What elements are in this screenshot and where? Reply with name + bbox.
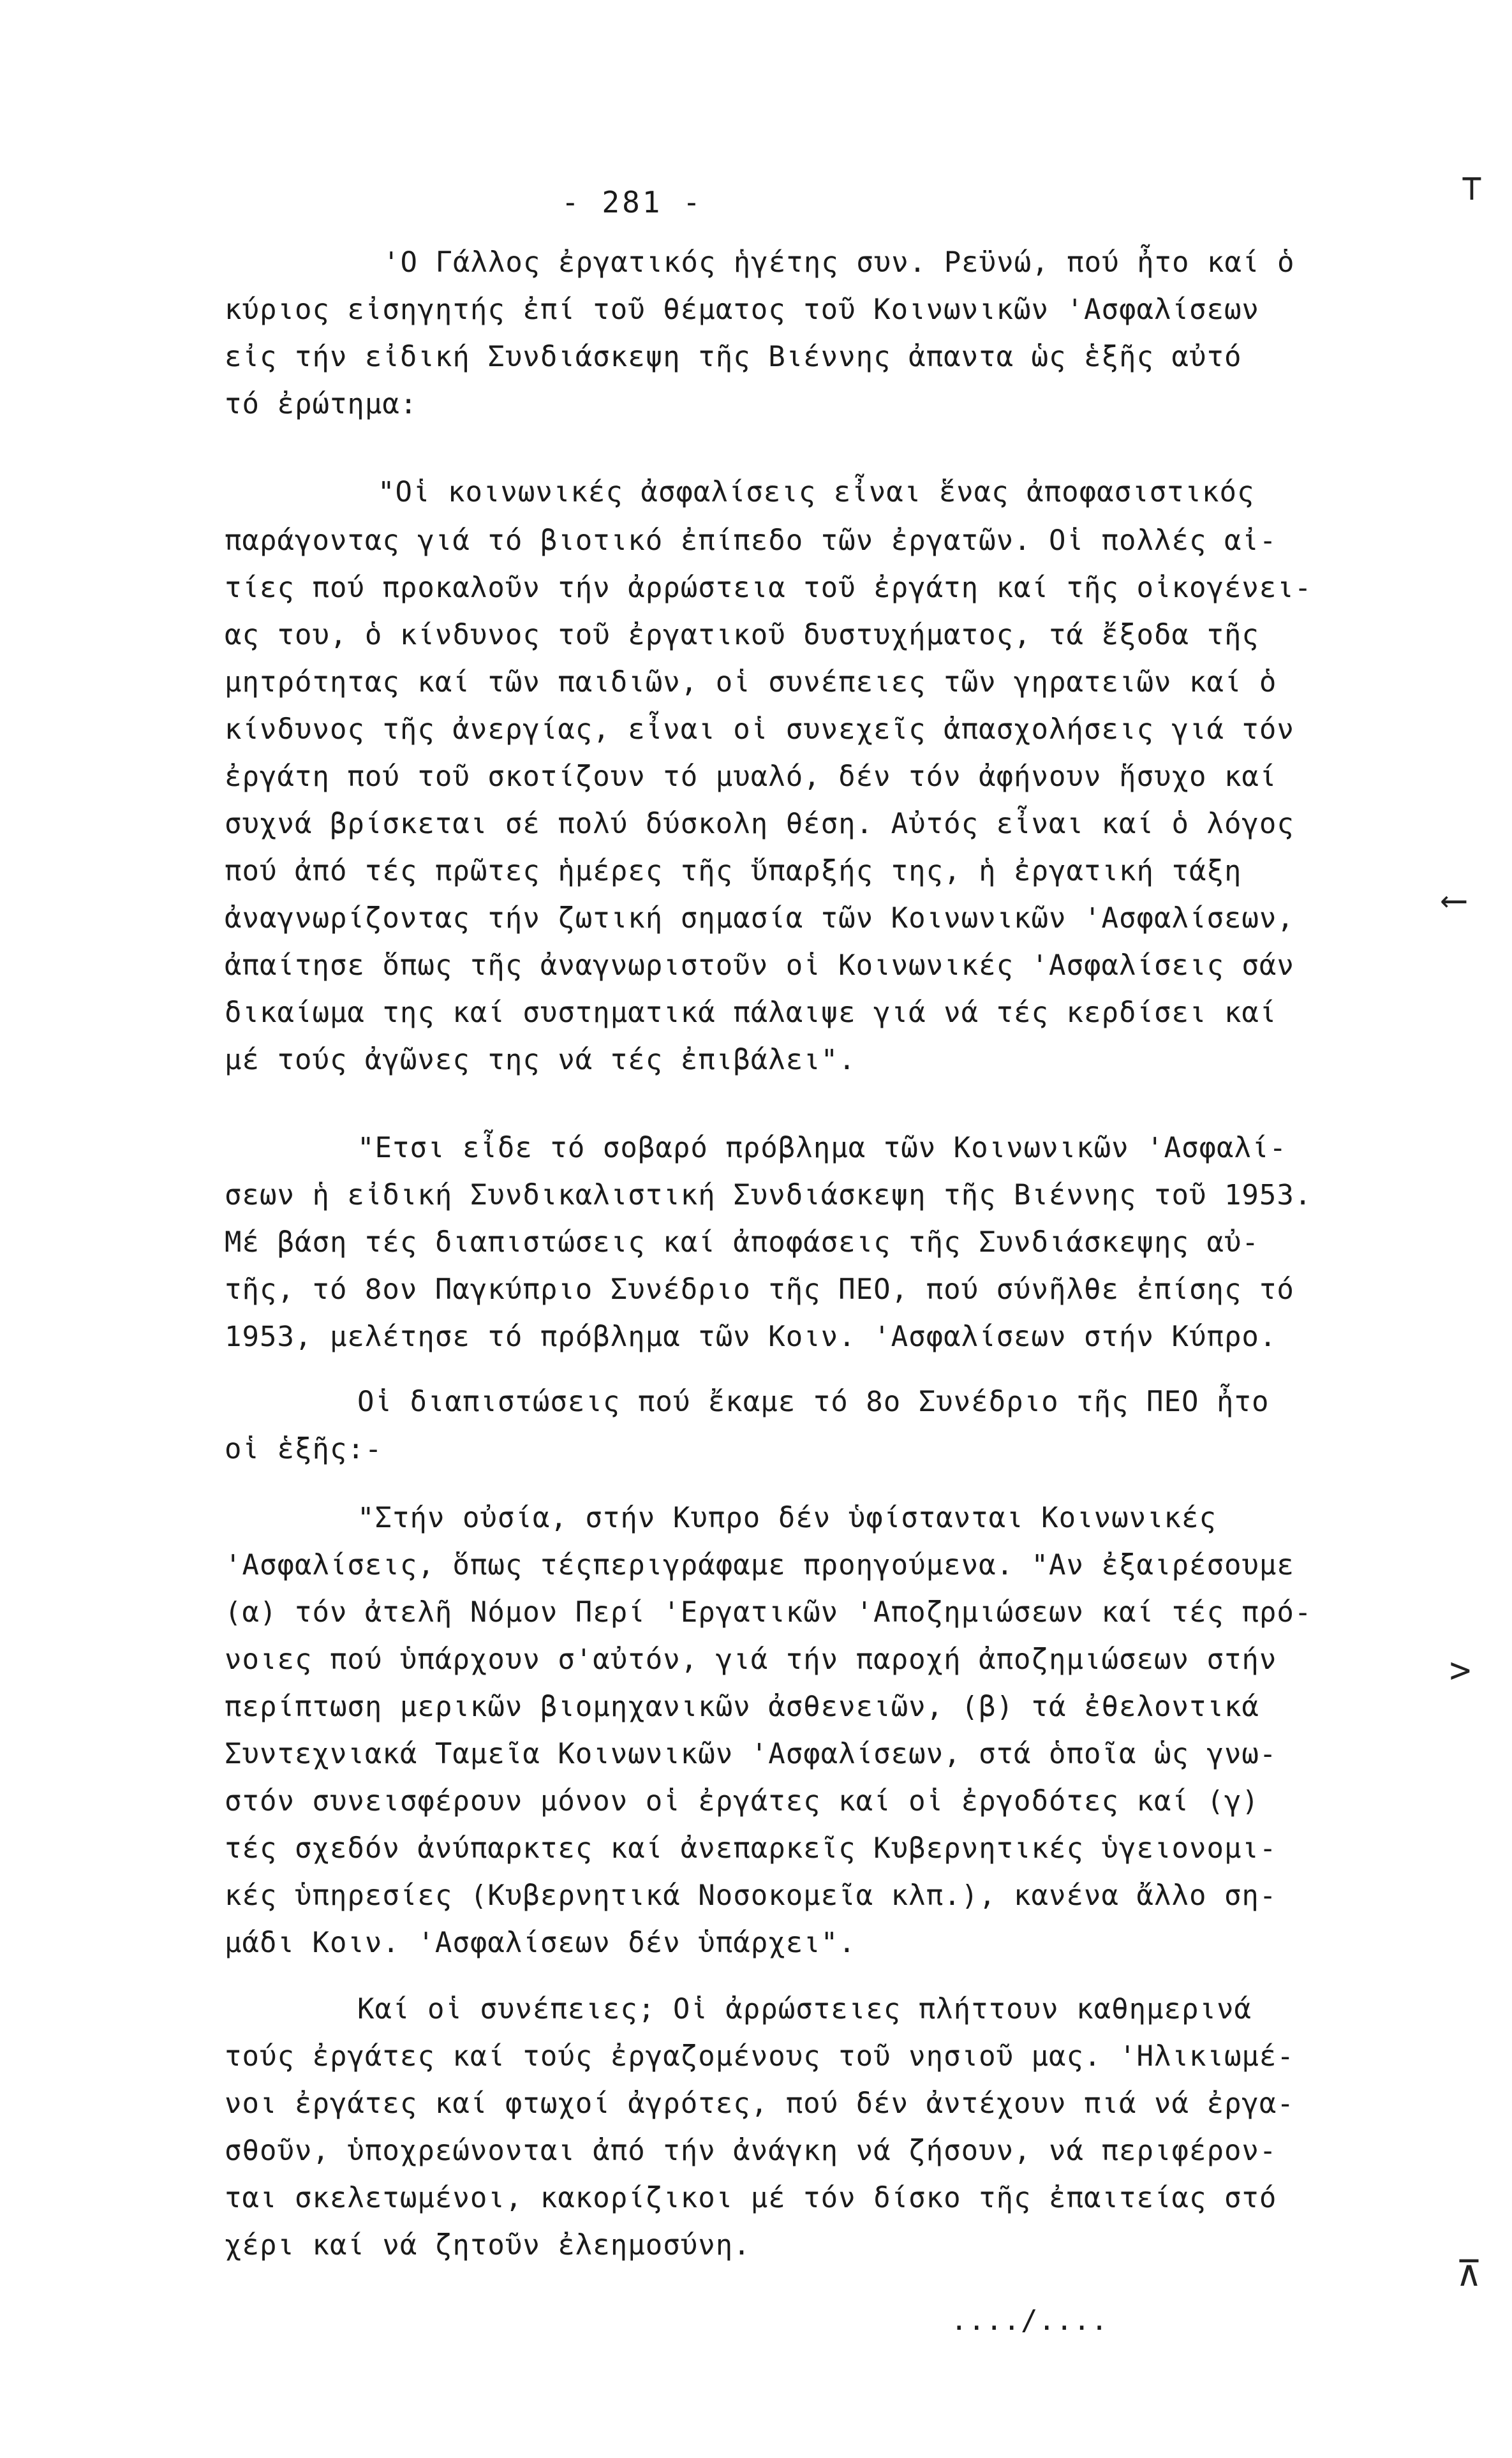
text-line: μητρότητας καί τῶν παιδιῶν, οἱ συνέπειες τῶν γηρατειῶν καί ὁ — [225, 666, 1277, 699]
margin-corner-mark: ⊼ — [1456, 2253, 1482, 2295]
text-line: Μέ βάση τές διαπιστώσεις καί ἀποφάσεις τῆς Συνδιάσκεψης αὐ- — [225, 1226, 1259, 1259]
text-line: οἱ ἑξῆς:- — [225, 1433, 383, 1465]
text-line: χέρι καί νά ζητοῦν ἐλεημοσύνη. — [225, 2229, 751, 2262]
text-line: ἀπαίτησε ὅπως τῆς ἀναγνωριστοῦν οἱ Κοινωνικές 'Ασφαλίσεις σάν — [225, 949, 1294, 982]
text-line: παράγοντας γιά τό βιοτικό ἐπίπεδο τῶν ἐργατῶν. Οἱ πολλές αἰ- — [225, 524, 1277, 557]
margin-angle-mark: > — [1449, 1650, 1471, 1691]
text-line: στόν συνεισφέρουν μόνον οἱ ἐργάτες καί οἱ ἐργοδότες καί (γ) — [225, 1785, 1259, 1818]
text-line: κύριος εἰσηγητής ἐπί τοῦ θέματος τοῦ Κοινωνικῶν 'Ασφαλίσεων — [225, 293, 1259, 326]
text-line: ἐργάτη πού τοῦ σκοτίζουν τό μυαλό, δέν τόν ἀφήνουν ἥσυχο καί — [225, 760, 1277, 793]
text-line: ας του, ὁ κίνδυνος τοῦ ἐργατικοῦ δυστυχήματος, τά ἔξοδα τῆς — [225, 619, 1259, 651]
text-line: νοιες πού ὑπάρχουν σ'αὐτόν, γιά τήν παροχή ἀποζημιώσεων στήν — [225, 1643, 1277, 1676]
text-line: 1953, μελέτησε τό πρόβλημα τῶν Κοιν. 'Ασφαλίσεων στήν Κύπρο. — [225, 1321, 1277, 1353]
text-line: (α) τόν ἀτελῆ Νόμον Περί 'Εργατικῶν 'Αποζημιώσεων καί τές πρό- — [225, 1596, 1312, 1629]
page-number: - 281 - — [561, 185, 703, 219]
text-line: νοι ἐργάτες καί φτωχοί ἀγρότες, πού δέν ἀντέχουν πιά νά ἐργα- — [225, 2087, 1294, 2120]
text-line: μάδι Κοιν. 'Ασφαλίσεων δέν ὑπάρχει". — [225, 1927, 856, 1959]
text-line: 'Ο Γάλλος ἐργατικός ἡγέτης συν. Ρεϋνώ, πού ἦτο καί ὁ — [383, 246, 1295, 279]
text-line: συχνά βρίσκεται σέ πολύ δύσκολη θέση. Αὐτός εἶναι καί ὁ λόγος — [225, 808, 1294, 840]
text-line: κίνδυνος τῆς ἀνεργίας, εἶναι οἱ συνεχεῖς ἀπασχολήσεις γιά τόν — [225, 713, 1294, 746]
text-line: μέ τούς ἀγῶνες της νά τές ἐπιβάλει". — [225, 1044, 856, 1076]
text-line: "Στήν οὐσία, στήν Κυπρο δέν ὑφίστανται Κοινωνικές — [357, 1502, 1217, 1534]
text-line: τίες πού προκαλοῦν τήν ἀρρώστεια τοῦ ἐργάτη καί τῆς οἰκογένει- — [225, 572, 1312, 604]
text-line: δικαίωμα της καί συστηματικά πάλαιψε γιά νά τές κερδίσει καί — [225, 996, 1277, 1029]
text-line: τό ἐρώτημα: — [225, 388, 418, 420]
text-line: Καί οἱ συνέπειες; Οἱ ἀρρώστειες πλήττουν καθημερινά — [357, 1993, 1252, 2025]
margin-tick-mark: ⊤ — [1461, 167, 1483, 209]
continuation-mark: ..../.... — [951, 2304, 1109, 2337]
text-line: ται σκελετωμένοι, κακορίζικοι μέ τόν δίσκο τῆς ἐπαιτείας στό — [225, 2182, 1277, 2214]
text-line: εἰς τήν εἰδική Συνδιάσκεψη τῆς Βιέννης ἀπαντα ὡς ἑξῆς αὐτό — [225, 341, 1242, 373]
text-line: σεων ἡ εἰδική Συνδικαλιστική Συνδιάσκεψη τῆς Βιέννης τοῦ 1953. — [225, 1179, 1312, 1211]
text-line: "Οἱ κοινωνικές ἀσφαλίσεις εἶναι ἕνας ἀποφασιστικός — [378, 476, 1255, 508]
text-line: πού ἀπό τές πρῶτες ἡμέρες τῆς ὕπαρξής της, ἡ ἐργατική τάξη — [225, 855, 1242, 887]
text-line: τῆς, τό 8ον Παγκύπριο Συνέδριο τῆς ΠΕΟ, πού σύνῆλθε ἐπίσης τό — [225, 1273, 1294, 1306]
text-line: τούς ἐργάτες καί τούς ἐργαζομένους τοῦ νησιοῦ μας. 'Ηλικιωμέ- — [225, 2040, 1294, 2073]
text-line: "Ετσι εἶδε τό σοβαρό πρόβλημα τῶν Κοινωνικῶν 'Ασφαλί- — [357, 1132, 1287, 1164]
margin-arrow-mark: ⟵ — [1443, 879, 1465, 921]
text-line: τές σχεδόν ἀνύπαρκτες καί ἀνεπαρκεῖς Κυβερνητικές ὑγειονομι- — [225, 1832, 1277, 1865]
text-line: ἀναγνωρίζοντας τήν ζωτική σημασία τῶν Κοινωνικῶν 'Ασφαλίσεων, — [225, 902, 1294, 935]
text-line: σθοῦν, ὑποχρεώνονται ἀπό τήν ἀνάγκη νά ζήσουν, νά περιφέρον- — [225, 2135, 1277, 2167]
text-line: Συντεχνιακά Ταμεῖα Κοινωνικῶν 'Ασφαλίσεων, στά ὁποῖα ὡς γνω- — [225, 1738, 1277, 1770]
text-line: Οἱ διαπιστώσεις πού ἔκαμε τό 8ο Συνέδριο τῆς ΠΕΟ ἦτο — [357, 1386, 1270, 1418]
text-line: κές ὑπηρεσίες (Κυβερνητικά Νοσοκομεῖα κλπ.), κανένα ἄλλο ση- — [225, 1879, 1277, 1912]
text-line: 'Ασφαλίσεις, ὅπως τέςπεριγράφαμε προηγούμενα. "Αν ἐξαιρέσουμε — [225, 1549, 1294, 1581]
text-line: περίπτωση μερικῶν βιομηχανικῶν ἀσθενειῶν, (β) τά ἐθελοντικά — [225, 1691, 1259, 1723]
